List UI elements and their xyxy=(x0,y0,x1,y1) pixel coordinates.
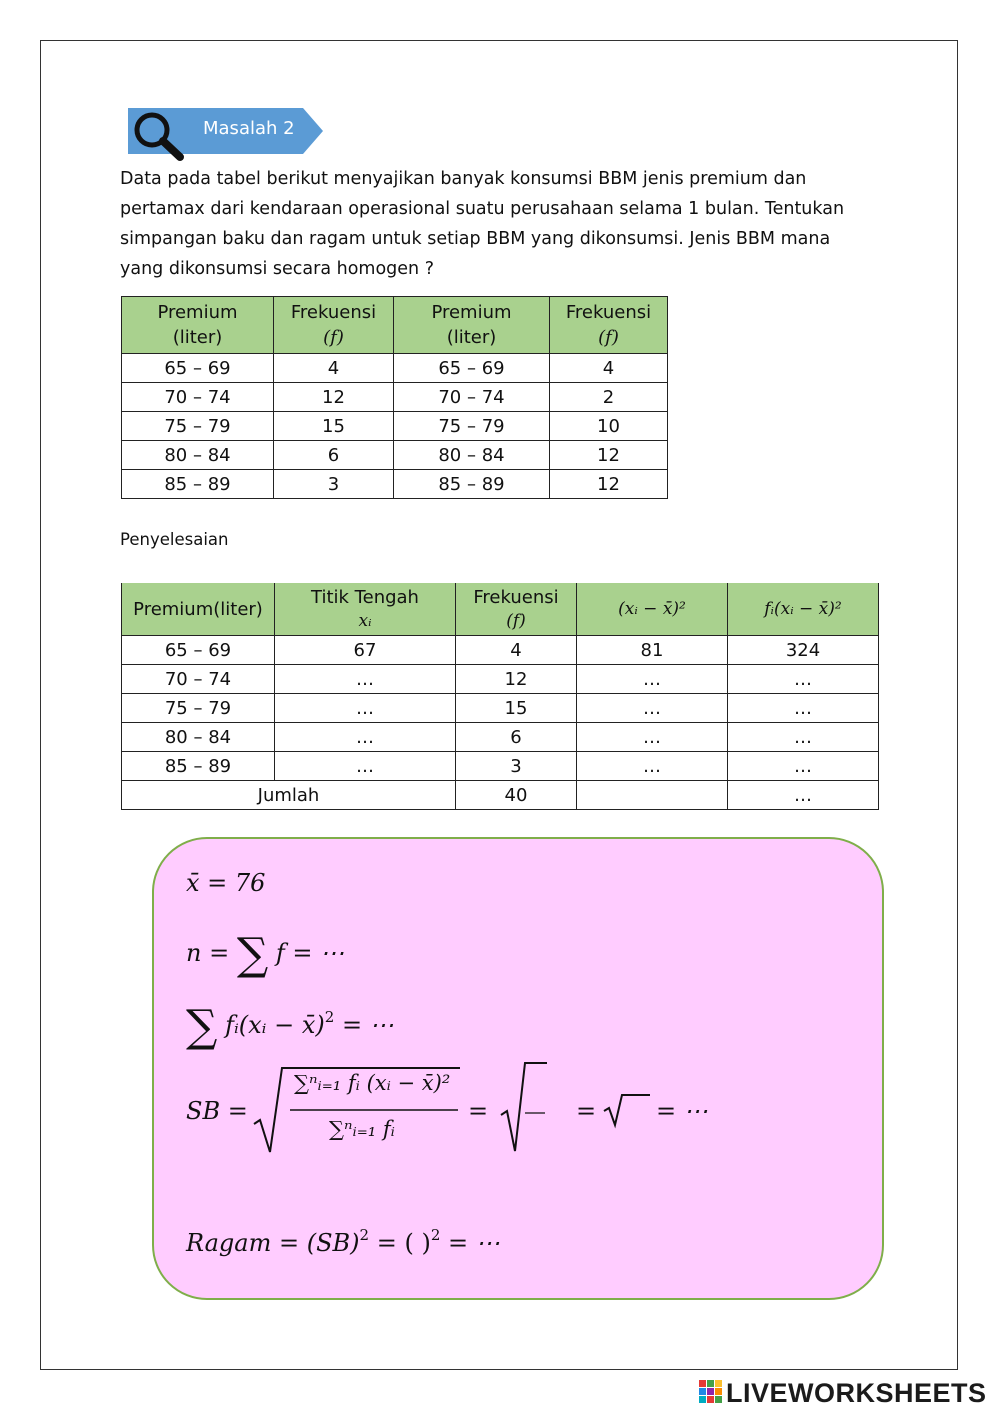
table-cell: 80 – 84 xyxy=(122,441,274,470)
problem-line: yang dikonsumsi secara homogen ? xyxy=(120,259,435,279)
solution-table xyxy=(121,583,879,810)
problem-banner xyxy=(128,108,323,154)
answer-cell[interactable]: … xyxy=(728,723,879,752)
answer-cell[interactable]: … xyxy=(275,752,456,781)
table-cell: 4 xyxy=(456,636,577,665)
table-cell: 15 xyxy=(456,694,577,723)
table-cell: 4 xyxy=(274,354,394,383)
header-midpoint: Titik Tengah xᵢ xyxy=(275,583,456,636)
table-cell: 75 – 79 xyxy=(122,694,275,723)
table-row xyxy=(122,723,879,752)
sb-result: = ⋯ xyxy=(656,1097,708,1125)
equals: = xyxy=(468,1097,489,1125)
table-row xyxy=(122,412,668,441)
table-row xyxy=(122,694,879,723)
table-row xyxy=(122,752,879,781)
table-cell: 70 – 74 xyxy=(122,665,275,694)
total-frequency: 40 xyxy=(456,781,577,810)
table-cell: 4 xyxy=(550,354,668,383)
header-frequency: Frekuensi (f) xyxy=(274,297,394,354)
sum-formula: ∑ fᵢ(xᵢ − x̄)$^2$ = ⋯ xyxy=(186,1001,394,1052)
table-cell xyxy=(577,781,728,810)
table-cell: 65 – 69 xyxy=(122,354,274,383)
sigma-icon: ∑ xyxy=(236,929,269,980)
answer-cell[interactable]: … xyxy=(728,665,879,694)
problem-text xyxy=(120,164,880,284)
table-cell: 3 xyxy=(274,470,394,499)
logo-icon xyxy=(698,1378,724,1406)
sigma-icon: ∑ xyxy=(186,1001,218,1052)
answer-cell[interactable]: … xyxy=(577,752,728,781)
problem-line: Data pada tabel berikut menyajikan banyak konsumsi BBM jenis premium dan xyxy=(120,169,807,189)
answer-cell[interactable]: … xyxy=(577,694,728,723)
table-cell: 65 – 69 xyxy=(122,636,275,665)
header-premium: Premium (liter) xyxy=(394,297,550,354)
answer-cell[interactable]: … xyxy=(275,694,456,723)
table-cell: 3 xyxy=(456,752,577,781)
table-row xyxy=(122,383,668,412)
table-cell: 85 – 89 xyxy=(122,470,274,499)
table-cell: 80 – 84 xyxy=(122,723,275,752)
header-premium: Premium (liter) xyxy=(122,297,274,354)
header-frequency: Frekuensi (f) xyxy=(550,297,668,354)
table-cell: 6 xyxy=(456,723,577,752)
equals: = xyxy=(576,1097,597,1125)
table-cell: 12 xyxy=(274,383,394,412)
table-cell: 15 xyxy=(274,412,394,441)
variance-formula: Ragam = (SB)$^2$ = ( )$^2$ = ⋯ xyxy=(186,1226,500,1257)
square-root-icon[interactable] xyxy=(499,1059,549,1155)
table-cell: 80 – 84 xyxy=(394,441,550,470)
n-formula: n = ∑ f = ⋯ xyxy=(186,929,345,980)
table-cell: 67 xyxy=(275,636,456,665)
table-header-row xyxy=(122,297,668,354)
table-cell: 85 – 89 xyxy=(122,752,275,781)
table-row xyxy=(122,354,668,383)
mean-formula: x̄ = 76 xyxy=(186,869,266,897)
table-cell: 70 – 74 xyxy=(122,383,274,412)
table-cell: 75 – 79 xyxy=(122,412,274,441)
magnifier-icon xyxy=(128,108,188,164)
table-row xyxy=(122,636,879,665)
table-cell: 12 xyxy=(550,441,668,470)
liveworksheets-logo xyxy=(698,1378,994,1408)
sb-numerator: ∑ⁿᵢ₌₁ fᵢ (xᵢ − x̄)² xyxy=(294,1071,451,1095)
answer-cell[interactable]: … xyxy=(728,752,879,781)
table-cell: 70 – 74 xyxy=(394,383,550,412)
problem-line: pertamax dari kendaraan operasional suatu perusahaan selama 1 bulan. Tentukan xyxy=(120,199,845,219)
answer-cell[interactable]: … xyxy=(577,665,728,694)
header-premium: Premium(liter) xyxy=(122,583,275,636)
banner-label: Masalah 2 xyxy=(203,118,295,139)
table-row xyxy=(122,441,668,470)
table-cell: 6 xyxy=(274,441,394,470)
table-cell: 81 xyxy=(577,636,728,665)
answer-cell[interactable]: … xyxy=(728,694,879,723)
table-row xyxy=(122,470,668,499)
total-label: Jumlah xyxy=(122,781,456,810)
fuel-data-table xyxy=(121,296,668,499)
table-cell: 324 xyxy=(728,636,879,665)
table-cell: 2 xyxy=(550,383,668,412)
answer-cell[interactable]: … xyxy=(275,723,456,752)
table-cell: 75 – 79 xyxy=(394,412,550,441)
sb-denominator: ∑ⁿᵢ₌₁ fᵢ xyxy=(329,1117,395,1141)
table-total-row xyxy=(122,781,879,810)
table-cell: 12 xyxy=(456,665,577,694)
table-row xyxy=(122,665,879,694)
problem-line: simpangan baku dan ragam untuk setiap BBM yang dikonsumsi. Jenis BBM mana xyxy=(120,229,831,249)
answer-cell[interactable]: … xyxy=(728,781,879,810)
square-root-icon[interactable] xyxy=(602,1089,652,1129)
solution-label: Penyelesaian xyxy=(120,530,229,549)
table-cell: 65 – 69 xyxy=(394,354,550,383)
header-squared-deviation: (xᵢ − x̄)² xyxy=(577,583,728,636)
formula-box xyxy=(152,837,884,1300)
table-cell: 85 – 89 xyxy=(394,470,550,499)
header-frequency: Frekuensi (f) xyxy=(456,583,577,636)
logo-text: LIVEWORKSHEETS xyxy=(726,1378,987,1408)
table-cell: 12 xyxy=(550,470,668,499)
sb-lhs: SB = xyxy=(186,1097,248,1125)
answer-cell[interactable]: … xyxy=(275,665,456,694)
header-weighted-squared-deviation: fᵢ(xᵢ − x̄)² xyxy=(728,583,879,636)
answer-cell[interactable]: … xyxy=(577,723,728,752)
table-header-row xyxy=(122,583,879,636)
table-cell: 10 xyxy=(550,412,668,441)
